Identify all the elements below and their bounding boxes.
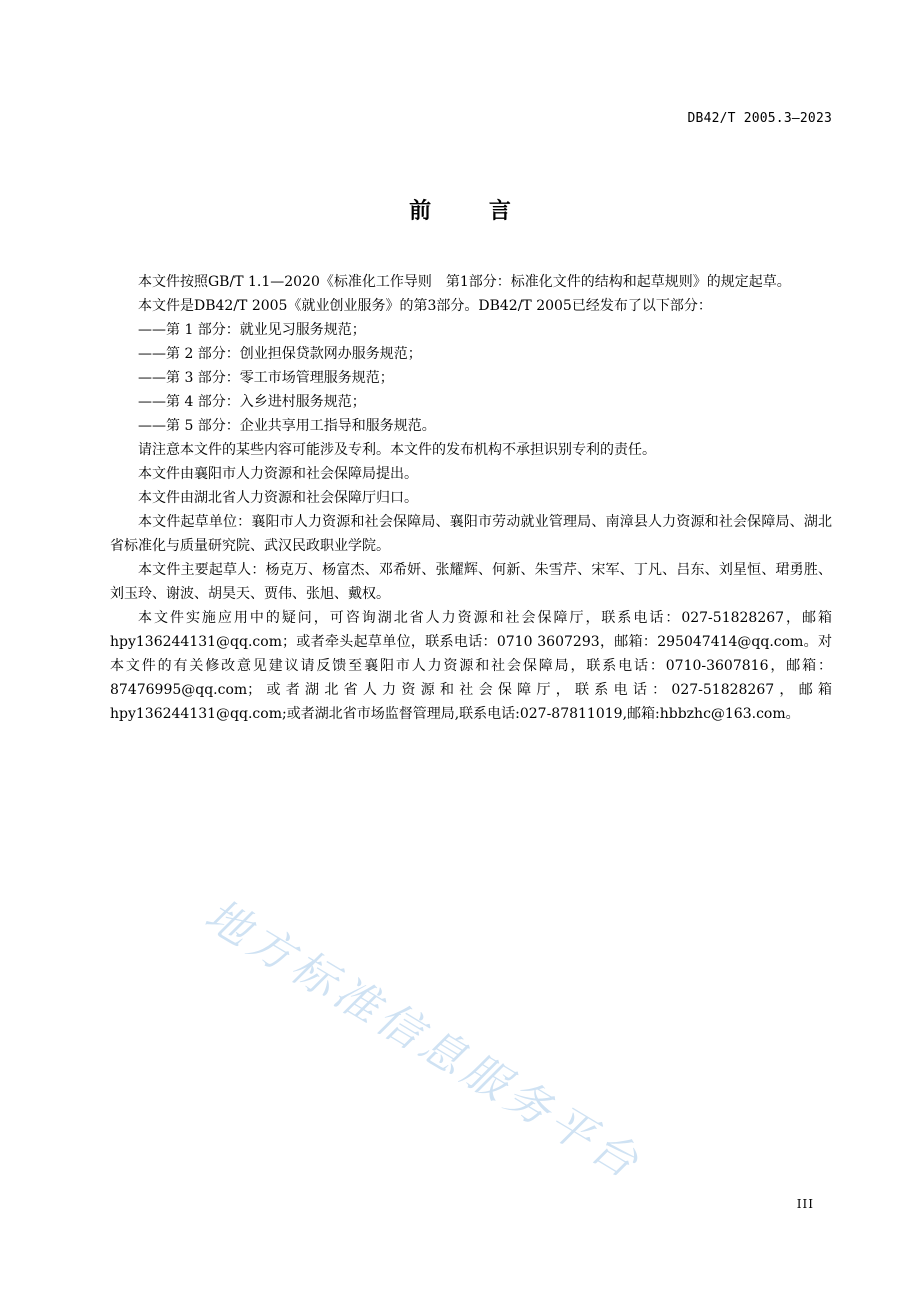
paragraph-drafting-units: 本文件起草单位：襄阳市人力资源和社会保障局、襄阳市劳动就业管理局、南漳县人力资源和社会保障局、湖北省标准化与质量研究院、武汉民政职业学院。 xyxy=(110,514,832,554)
page-title xyxy=(0,194,920,225)
list-item-part-5: ——第 5 部分：企业共享用工指导和服务规范。 xyxy=(138,418,436,434)
paragraph-drafting-rules: 本文件按照GB/T 1.1—2020《标准化工作导则 第1部分：标准化文件的结构和起草规则》的规定起草。 xyxy=(138,274,791,290)
list-item-part-1: ——第 1 部分：就业见习服务规范； xyxy=(138,322,366,338)
list-item-part-4: ——第 4 部分：入乡进村服务规范； xyxy=(138,394,366,410)
paragraph-contact-info: 本文件实施应用中的疑问，可咨询湖北省人力资源和社会保障厅，联系电话：027-51828267，邮箱hpy136244131@qq.com；或者牵头起草单位，联系电话：0710 3607293，邮箱：295047414@qq.com。对本文件的有关修改意见建议请反馈至襄阳市人力资源和社会保障局，联系电话：0710-3607816，邮箱：87476995@qq.com；或者湖北省人力资源和社会保障厅，联系电话：027-51828267，邮箱hpy136244131@qq.com;或者湖北省市场监督管理局,联系电话:027-87811019,邮箱:hbbzhc@163.com。 xyxy=(110,610,832,722)
watermark-text: 地方标准信息服务平台 xyxy=(196,889,651,1191)
paragraph-drafters: 本文件主要起草人：杨克万、杨富杰、邓希妍、张耀辉、何新、朱雪芹、宋军、丁凡、吕东、刘星恒、珺勇胜、刘玉玲、谢波、胡昊天、贾伟、张旭、戴权。 xyxy=(110,562,832,602)
paragraph-patent-notice: 请注意本文件的某些内容可能涉及专利。本文件的发布机构不承担识别专利的责任。 xyxy=(138,442,656,458)
list-item-part-3: ——第 3 部分：零工市场管理服务规范； xyxy=(138,370,394,386)
title-char-2: 言 xyxy=(488,199,511,224)
paragraph-centralized-by: 本文件由湖北省人力资源和社会保障厅归口。 xyxy=(138,490,418,506)
list-item-part-2: ——第 2 部分：创业担保贷款网办服务规范； xyxy=(138,346,422,362)
paragraph-proposed-by: 本文件由襄阳市人力资源和社会保障局提出。 xyxy=(138,466,418,482)
paragraph-series-intro: 本文件是DB42/T 2005《就业创业服务》的第3部分。DB42/T 2005已经发布了以下部分： xyxy=(138,298,712,314)
title-char-1: 前 xyxy=(409,199,432,224)
foreword-body xyxy=(110,270,832,726)
document-code: DB42/T 2005.3—2023 xyxy=(687,111,832,126)
page-number: III xyxy=(796,1197,814,1211)
